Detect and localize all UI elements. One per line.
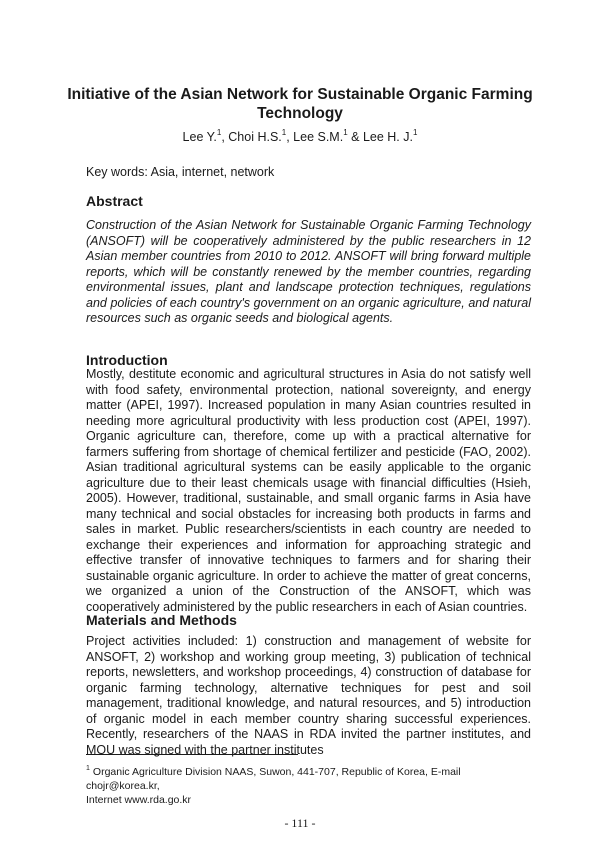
author-separator: & xyxy=(347,130,363,144)
introduction-body: Mostly, destitute economic and agricultural structures in Asia do not satisfy well with food safety, environmental protection, national sovereignty, and energy matter (APEI, 1997). Increased population in many Asian countries resulted in needing more agricultural productivity with less production cost (APEI, 1997). Organic agriculture can, therefore, come up with a practical alternative for farmers suffering from shortage of chemical fertilizer and pesticide (FAO, 2002). Asian traditional agricultural systems can be easily applicable to the organic agriculture due to their least chemicals usage with financial difficulties (Hsieh, 2005). However, traditional, sustainable, and small organic farms in Asia have many technical and social obstacles for increasing both products in farms and sales in market. Public researchers/scientists in each country are needed to exchange their experiences and information for approaching strategic and effective transfer of innovative techniques to farmers and for sharing their sustainable organic agriculture. In order to achieve the matter of great concerns, we organized a union of the Construction of the ANSOFT, which was cooperatively administered by the public researchers in each of Asian countries. xyxy=(86,367,531,614)
introduction-heading: Introduction xyxy=(86,352,168,368)
author-name: Lee H. J. xyxy=(362,130,413,144)
author-separator: , xyxy=(221,130,229,144)
footnote-affiliation: Organic Agriculture Division NAAS, Suwon, 441-707, Republic of Korea, E-mail chojr@korea.kr, xyxy=(86,766,461,792)
abstract-heading: Abstract xyxy=(86,193,143,209)
author-affiliation-marker: 1 xyxy=(412,128,418,137)
author-name: Choi H.S. xyxy=(228,130,282,144)
author-affiliation-marker: 1 xyxy=(281,128,287,137)
methods-body: Project activities included: 1) construction and management of website for ANSOFT, 2) workshop and working group meeting, 3) publication of technical reports, newsletters, and workshop proceedings, 4) construction of database for organic farming technology, alternative techniques for pest and soil management, traditional knowledge, and natural resources, and 5) introduction of organic model in each member country sharing successful experiences. Recently, researchers of the NAAS in RDA invited the partner institutes, and MOU was signed with the partner institutes xyxy=(86,634,531,757)
page-number: - 111 - xyxy=(284,816,316,830)
methods-heading: Materials and Methods xyxy=(86,612,237,628)
paper-title: Initiative of the Asian Network for Sustainable Organic Farming Technology xyxy=(67,86,533,122)
author-affiliation-marker: 1 xyxy=(216,128,222,137)
footnote-marker: 1 xyxy=(86,765,90,772)
author-name: Lee Y. xyxy=(182,130,217,144)
footnote xyxy=(86,765,536,807)
author-list xyxy=(60,129,540,145)
author-name: Lee S.M. xyxy=(293,130,344,144)
footnote-website: Internet www.rda.go.kr xyxy=(86,794,192,806)
keywords: Key words: Asia, internet, network xyxy=(86,165,275,179)
author-separator: , xyxy=(286,130,294,144)
footnote-divider xyxy=(86,754,298,755)
abstract-body: Construction of the Asian Network for Sustainable Organic Farming Technology (ANSOFT) will be cooperatively administered by the public researchers in 12 Asian member countries from 2010 to 2012. ANSOFT will bring forward multiple reports, which will be constantly renewed by the member countries, regarding environmental issues, plant and landscape protection techniques, regulations and policies of each country's government on an organic agriculture, and natural resources such as organic seeds and biological agents. xyxy=(86,218,531,325)
author-affiliation-marker: 1 xyxy=(343,128,348,137)
